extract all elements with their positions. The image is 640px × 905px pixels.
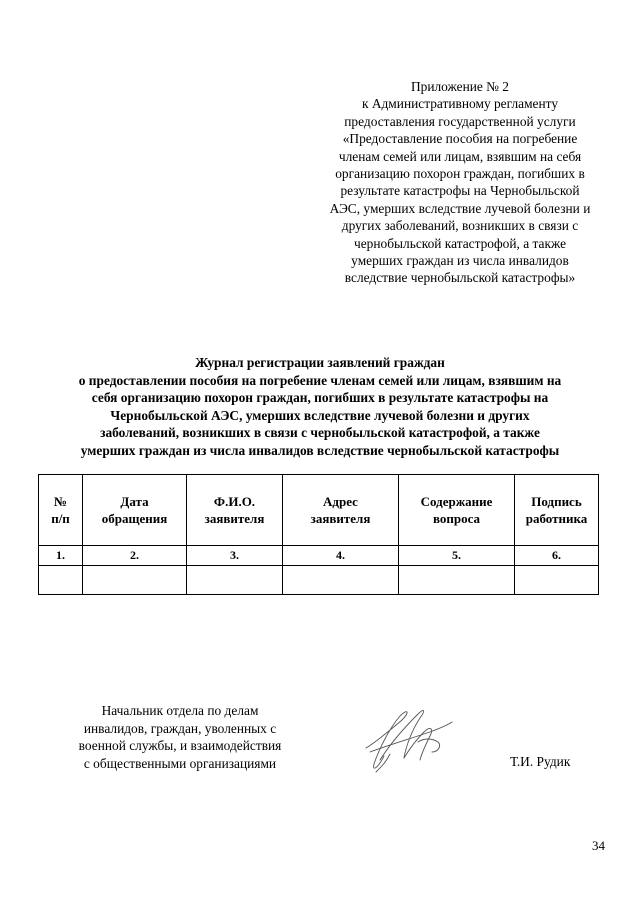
header-number: № п/п (39, 475, 83, 546)
journal-title (30, 354, 610, 460)
journal-title-line: о предоставлении пособия на погребение членам семей или лицам, взявшим на (78, 372, 562, 388)
position-line: Начальник отдела по делам (101, 703, 259, 718)
appendix-line: чернобыльской катастрофой, а также (353, 235, 567, 251)
header-name: Ф.И.О. заявителя (187, 475, 283, 546)
table-cell (283, 566, 399, 595)
table-cell (39, 566, 83, 595)
handwritten-signature (360, 702, 455, 780)
signatory-position (50, 702, 310, 772)
journal-title-line: себя организацию похорон граждан, погибших в результате катастрофы на (91, 390, 549, 406)
appendix-line: членам семей или лицам, взявшим на себя (338, 148, 582, 164)
appendix-line: других заболеваний, возникших в связи с (341, 218, 579, 234)
header-date: Дата обращения (83, 475, 187, 546)
table-row (39, 566, 599, 595)
column-number: 5. (399, 546, 515, 566)
appendix-line: умерших граждан из числа инвалидов (351, 253, 569, 269)
appendix-line: предоставления государственной услуги (344, 113, 576, 129)
position-line: инвалидов, граждан, уволенных с (83, 720, 277, 736)
position-line: военной службы, и взаимодействия (78, 738, 282, 754)
table-header-row (39, 475, 599, 546)
column-number: 2. (83, 546, 187, 566)
journal-title-line: Чернобыльской АЭС, умерших вследствие лучевой болезни и других (110, 407, 530, 423)
page-number: 34 (592, 838, 605, 853)
table-cell (83, 566, 187, 595)
table-cell (399, 566, 515, 595)
journal-title-line: заболеваний, возникших в связи с чернобыльской катастрофой, а также (100, 425, 540, 441)
table-number-row (39, 546, 599, 566)
journal-title-line: Журнал регистрации заявлений граждан (195, 355, 445, 370)
appendix-block (300, 78, 620, 287)
header-signature: Подпись работника (515, 475, 599, 546)
journal-title-line: умерших граждан из числа инвалидов вследствие чернобыльской катастрофы (80, 442, 560, 458)
appendix-line: результате катастрофы на Чернобыльской (340, 183, 580, 199)
position-line: с общественными организациями (83, 755, 277, 771)
column-number: 1. (39, 546, 83, 566)
table-cell (187, 566, 283, 595)
column-number: 4. (283, 546, 399, 566)
column-number: 3. (187, 546, 283, 566)
table-cell (515, 566, 599, 595)
appendix-line: организацию похорон граждан, погибших в (335, 166, 585, 182)
column-number: 6. (515, 546, 599, 566)
appendix-line: «Предоставление пособия на погребение (342, 131, 578, 147)
header-address: Адрес заявителя (283, 475, 399, 546)
signatory-name: Т.И. Рудик (510, 754, 571, 769)
appendix-line: вследствие чернобыльской катастрофы» (344, 270, 576, 286)
journal-table (38, 474, 599, 595)
appendix-line: к Административному регламенту (361, 96, 559, 112)
appendix-line: Приложение № 2 (410, 79, 510, 94)
appendix-line: АЭС, умерших вследствие лучевой болезни и (329, 200, 591, 216)
header-content: Содержание вопроса (399, 475, 515, 546)
